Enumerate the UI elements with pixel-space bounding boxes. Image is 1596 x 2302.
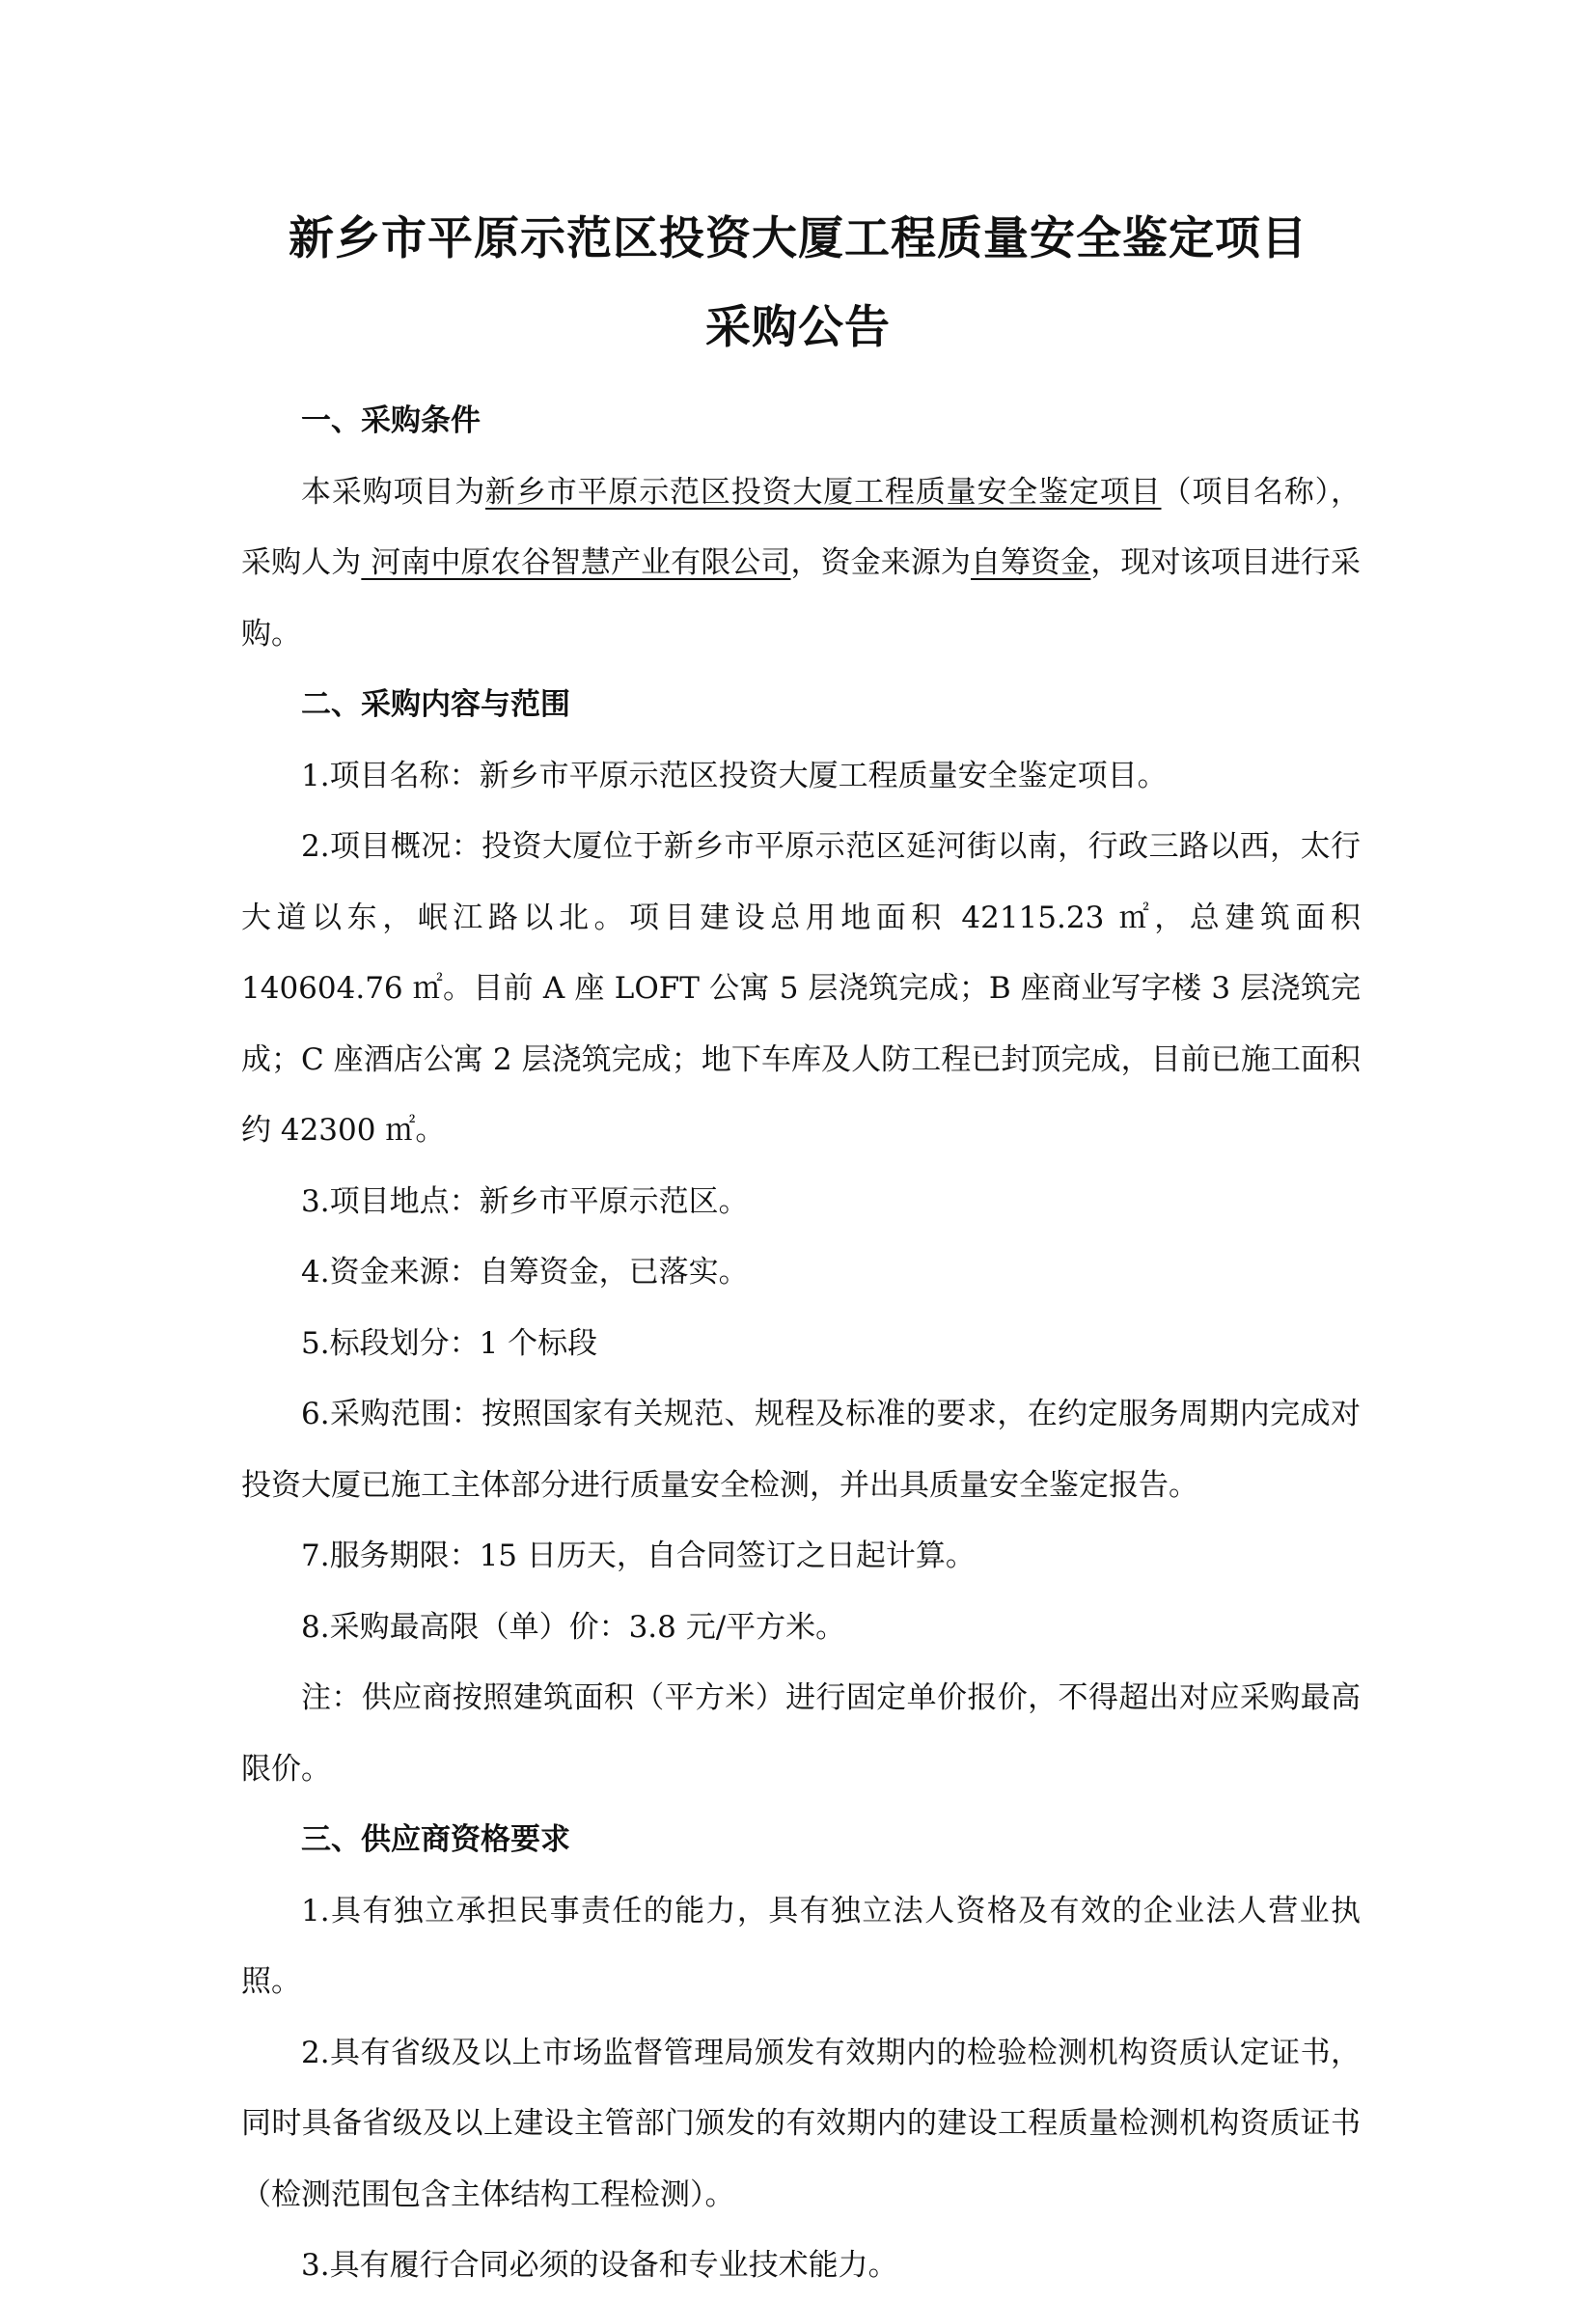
- fund-source-underlined: 自筹资金: [971, 545, 1091, 580]
- section-heading-qualifications: 三、供应商资格要求: [301, 1822, 570, 1857]
- qualification-item-1: 1.具有独立承担民事责任的能力，具有独立法人资格及有效的企业法人营业执照。: [241, 1893, 1361, 1999]
- document-body: [241, 386, 1361, 2302]
- project-name-underlined: 新乡市平原示范区投资大厦工程质量安全鉴定项目: [485, 474, 1162, 510]
- text-segment: 本采购项目为: [301, 474, 486, 510]
- conditions-paragraph: [241, 458, 1361, 671]
- text-segment: （项目名称），采购人为: [241, 474, 1362, 580]
- scope-item-4: 4.资金来源：自筹资金，已落实。: [301, 1255, 749, 1290]
- purchaser-underlined: 河南中原农谷智慧产业有限公司: [361, 545, 791, 580]
- text-segment: ，资金来源为: [790, 545, 971, 580]
- scope-item-1: 1.项目名称：新乡市平原示范区投资大厦工程质量安全鉴定项目。: [301, 758, 1168, 793]
- text-segment: ，现对该项目进行采购。: [241, 545, 1362, 652]
- scope-item-8: 8.采购最高限（单）价：3.8 元/平方米。: [301, 1609, 846, 1645]
- document-title-line-1: 新乡市平原示范区投资大厦工程质量安全鉴定项目: [289, 212, 1307, 265]
- scope-item-3: 3.项目地点：新乡市平原示范区。: [301, 1183, 749, 1219]
- scope-item-6: 6.采购范围：按照国家有关规范、规程及标准的要求，在约定服务周期内完成对投资大厦已施工主体部分进行质量安全检测，并出具质量安全鉴定报告。: [241, 1397, 1361, 1503]
- document-title-line-2: 采购公告: [705, 301, 891, 354]
- scope-item-2: 2.项目概况：投资大厦位于新乡市平原示范区延河街以南，行政三路以西，太行大道以东，岷江路以北。项目建设总用地面积 42115.23 ㎡，总建筑面积 140604.76 ㎡。目前 A 座 LOFT 公寓 5 层浇筑完成；B 座商业写字楼 3 层浇筑完成；C 座酒店公寓 2 层浇筑完成；地下车库及人防工程已封顶完成，目前已施工面积约 42300 ㎡。: [241, 829, 1361, 1148]
- scope-item-5: 5.标段划分：1 个标段: [301, 1325, 598, 1361]
- scope-note: 注：供应商按照建筑面积（平方米）进行固定单价报价，不得超出对应采购最高限价。: [241, 1680, 1361, 1787]
- scope-item-7: 7.服务期限：15 日历天，自合同签订之日起计算。: [301, 1539, 976, 1573]
- qualification-item-2: 2.具有省级及以上市场监督管理局颁发有效期内的检验检测机构资质认定证书，同时具备省级及以上建设主管部门颁发的有效期内的建设工程质量检测机构资质证书（检测范围包含主体结构工程检测）。: [241, 2035, 1361, 2212]
- section-heading-conditions: 一、采购条件: [301, 403, 481, 438]
- section-heading-content-scope: 二、采购内容与范围: [301, 687, 570, 722]
- qualification-item-3: 3.具有履行合同必须的设备和专业技术能力。: [301, 2248, 898, 2283]
